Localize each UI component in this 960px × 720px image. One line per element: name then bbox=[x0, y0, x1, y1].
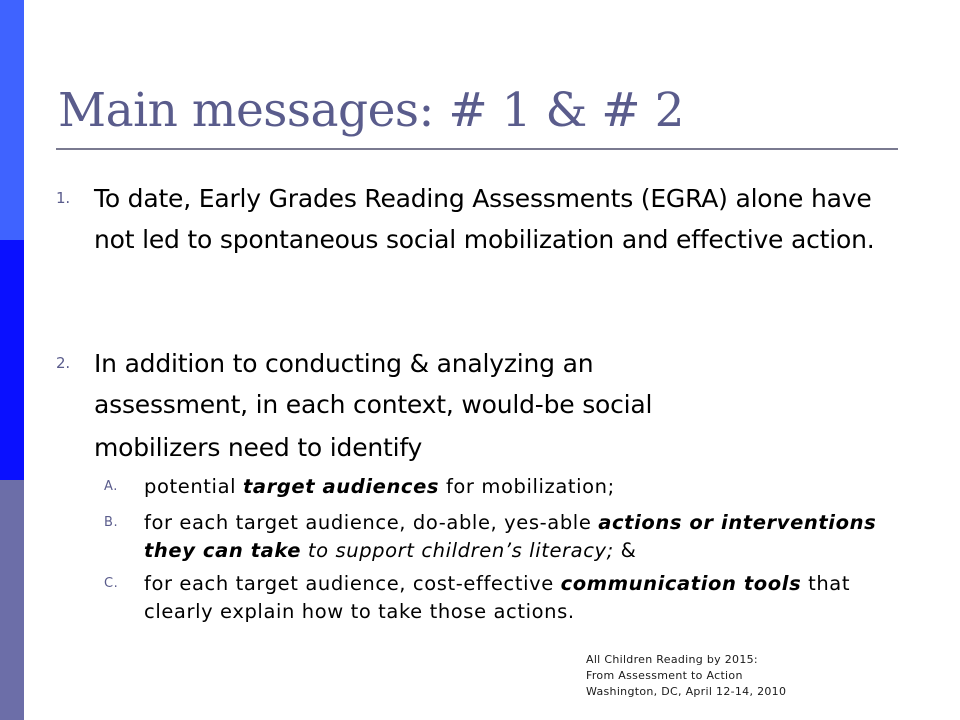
sub-item-c bbox=[104, 570, 894, 626]
left-accent-bar-bottom bbox=[0, 480, 24, 720]
text-run: & bbox=[613, 539, 637, 562]
sub-item-letter: C. bbox=[104, 576, 119, 591]
text-run: for each target audience, cost-effective bbox=[144, 572, 561, 595]
footer-line: From Assessment to Action bbox=[586, 669, 743, 682]
sub-item-text bbox=[144, 509, 894, 565]
text-run: for mobilization; bbox=[439, 475, 615, 498]
list-item-line: assessment, in each context, would-be social bbox=[94, 390, 653, 419]
slide-title: Main messages: # 1 & # 2 bbox=[58, 83, 684, 138]
sub-item-b bbox=[104, 509, 894, 565]
text-run: that clearly explain how to take those actions. bbox=[144, 572, 851, 623]
emphasis-text: target audiences bbox=[242, 475, 440, 498]
footer-line: Washington, DC, April 12-14, 2010 bbox=[586, 685, 787, 698]
list-item-line: mobilizers need to identify bbox=[94, 433, 423, 462]
title-divider bbox=[56, 148, 898, 150]
list-item-line: In addition to conducting & analyzing an bbox=[94, 349, 594, 378]
list-item-1 bbox=[56, 178, 916, 260]
list-item-text: To date, Early Grades Reading Assessments (EGRA) alone have not led to spontaneous social mobilization and effective action. bbox=[94, 184, 875, 254]
list-number: 2. bbox=[56, 354, 70, 372]
sub-item-a bbox=[104, 473, 894, 501]
emphasis-text: communication tools bbox=[560, 572, 802, 595]
list-item-2 bbox=[56, 343, 916, 468]
emphasis-text: actions or interventions they can take bbox=[144, 511, 877, 562]
list-number: 1. bbox=[56, 189, 70, 207]
text-run: potential bbox=[144, 475, 243, 498]
sub-item-text bbox=[144, 473, 894, 501]
italic-text: to support children’s literacy; bbox=[301, 539, 614, 562]
left-accent-bar-middle bbox=[0, 240, 24, 480]
slide-footer bbox=[586, 652, 786, 700]
footer-line: All Children Reading by 2015: bbox=[586, 653, 758, 666]
left-accent-bar-top bbox=[0, 0, 24, 240]
sub-item-letter: A. bbox=[104, 479, 118, 494]
sub-item-letter: B. bbox=[104, 515, 119, 530]
sub-item-text bbox=[144, 570, 894, 626]
text-run: for each target audience, do-able, yes-able bbox=[144, 511, 599, 534]
list-item-text bbox=[94, 343, 916, 468]
